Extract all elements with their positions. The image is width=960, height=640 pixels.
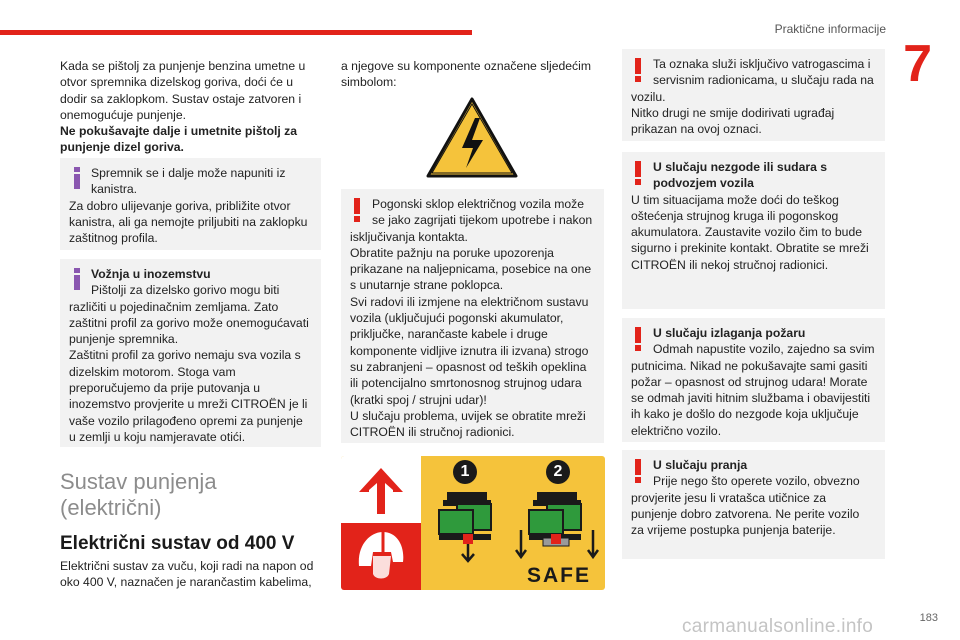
battery-component-one-icon xyxy=(433,490,501,566)
warning-box-first-line xyxy=(350,196,594,229)
info-box-text: različiti u pojedinačnim zemljama. Zato zaštitni profil za gorivo može onemogućavati punjenje spremnika. xyxy=(69,299,309,347)
info-box-text-first: Spremnik se i dalje može napuniti iz kanistra. xyxy=(91,166,286,197)
warning-box-accident xyxy=(622,152,885,309)
info-box-text-first: Pištolji za dizelsko gorivo mogu biti xyxy=(91,283,280,298)
subsection-title: Električni sustav od 400 V xyxy=(60,533,295,554)
info-box-abroad xyxy=(60,259,321,447)
warning-box-text: vozilu. xyxy=(631,89,666,104)
warning-box-fire xyxy=(622,318,885,442)
label-number-one-badge: 1 xyxy=(453,460,477,484)
warning-box-title: U slučaju pranja xyxy=(653,458,748,472)
warning-icon xyxy=(350,198,364,222)
chapter-number: 7 xyxy=(903,35,932,93)
warning-box-text-first: Pogonski sklop električnog vozila može se jako zagrijati tijekom upotrebe i nakon xyxy=(372,197,593,228)
warning-box-text: U slučaju problema, uvijek se obratite mreži CITROËN ili stručnoj radionici. xyxy=(350,408,586,440)
firefighter-helmet-icon xyxy=(353,526,409,586)
info-icon xyxy=(69,167,85,189)
warning-box-text: provjerite jesu li vratašca utičnice za punjenje dobro zatvorena. Ne perite vozilo za vrijeme postupka punjenja baterije. xyxy=(631,490,860,538)
safe-label-text: SAFE xyxy=(527,564,592,587)
warning-icon xyxy=(631,161,645,185)
body-paragraph: Električni sustav za vuču, koji radi na napon od oko 400 V, naznačen je narančastim kabelima, xyxy=(60,559,314,590)
warning-icon xyxy=(631,327,645,351)
warning-icon xyxy=(631,58,645,82)
label-number-two-badge: 2 xyxy=(546,460,570,484)
warning-box-title: U slučaju nezgode ili sudara s podvozjem vozila xyxy=(653,160,828,191)
intro-paragraph: Kada se pištolj za punjenje benzina umetne u otvor spremnika dizelskog goriva, doći će u dodir sa zaklopkom. Sustav ostaje zatvoren i onemogućuje punjenje. xyxy=(60,59,306,122)
warning-box-first-line xyxy=(631,159,875,192)
col2-intro: a njegove su komponente označene sljedećim simbolom: xyxy=(341,59,592,90)
page-number: 183 xyxy=(919,612,938,624)
info-box-title: Vožnja u inozemstvu xyxy=(91,267,211,281)
info-box-text: Za dobro ulijevanje goriva, približite otvor kanistra, ali ga nemojte priljubiti na zaklopku zaštitnog profila. xyxy=(69,198,308,246)
warning-box-washing xyxy=(622,450,885,559)
intro-bold-paragraph: Ne pokušavajte dalje i umetnite pištolj za punjenje dizel goriva. xyxy=(60,124,298,155)
info-box-text: Zaštitni profil za gorivo nemaju sva vozila s dizelskim motorom. Stoga vam preporučujemo da prije putovanja u inozemstvo provjerite u mreži CITROËN je li vaše vozilo prilagođeno opremi za punjenje u zemlji u koju namjeravate otići. xyxy=(69,348,308,444)
warning-box-text: Obratite pažnju na poruke upozorenja prikazane na naljepnicama, posebice na one s unutarnje strane poklopca. xyxy=(350,245,592,293)
info-icon xyxy=(69,268,85,290)
battery-component-two-icon xyxy=(515,490,601,566)
warning-box-first-line xyxy=(631,56,875,89)
high-voltage-warning-icon xyxy=(425,96,519,179)
header-accent-bar xyxy=(0,30,472,35)
col1-intro xyxy=(60,58,318,156)
warning-box-first-line xyxy=(631,457,875,490)
info-box-first-line xyxy=(69,165,311,198)
info-box-first-line xyxy=(69,266,311,299)
info-box-canister xyxy=(60,158,321,250)
warning-box-powertrain xyxy=(341,189,604,443)
warning-box-text: isključivanja kontakta. xyxy=(350,229,468,244)
firefighter-safety-label xyxy=(341,456,605,590)
warning-box-text: Svi radovi ili izmjene na električnom sustavu vozila (uključujući pogonski akumulator, priključke, narančaste kabele i druge komponente vidljive iznutra ili izvana) strogo su zabranjeni – opasnost od teških opeklina ili potencijalno smrtonosnog strujnog udara (kratki spoj / strujni udar)! xyxy=(350,294,589,407)
warning-icon xyxy=(631,459,645,483)
warning-box-title: U slučaju izlaganja požaru xyxy=(653,326,806,340)
warning-box-text-first: Ta oznaka služi isključivo vatrogascima i servisnim radionicama, u slučaju rada na xyxy=(653,57,874,88)
warning-box-text-first: Odmah napustite vozilo, zajedno sa svim xyxy=(653,342,875,357)
warning-box-text-first: Prije nego što operete vozilo, obvezno xyxy=(653,474,860,489)
site-watermark: carmanualsonline.info xyxy=(682,616,874,637)
arrow-up-icon xyxy=(355,466,407,516)
warning-box-text: Nitko drugi ne smije dodirivati ugrađaj prikazan na ovoj oznaci. xyxy=(631,105,835,137)
running-header: Praktične informacije xyxy=(774,22,886,36)
warning-box-text: U tim situacijama može doći do teškog oštećenja strujnog kruga ili pogonskog akumulatora. Zaustavite vozilo čim to bude sigurno i prekinite kontakt. Obratite se mreži CITROËN ili nekoj stručnoj radionici. xyxy=(631,192,869,272)
warning-box-text: putnicima. Nikad ne pokušavajte sami gasiti požar – opasnost od strujnog udara! Morate se odmah javiti hitnim službama i obavijestiti ih kako je došlo do nezgode koja uključuje električno vozilo. xyxy=(631,358,871,438)
section-title: Sustav punjenja (električni) xyxy=(60,469,217,520)
warning-box-label-usage xyxy=(622,49,885,141)
warning-box-first-line xyxy=(631,325,875,358)
